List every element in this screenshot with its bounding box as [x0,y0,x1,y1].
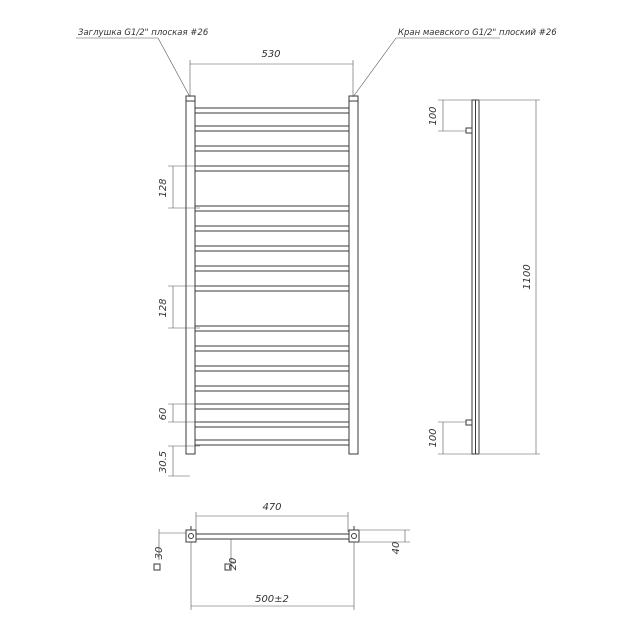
crossbar [195,386,349,391]
crossbar [195,440,349,445]
top-connection-label: 100 [428,106,439,126]
depth-label: 40 [391,541,402,555]
crossbar [195,206,349,211]
left-post [186,100,195,454]
width-label: 530 [261,49,281,60]
top-bar [195,534,349,539]
bar-section-label: 20 [228,557,239,571]
center-distance-label: 500±2 [255,594,289,605]
crossbars [195,108,349,445]
crossbar [195,108,349,113]
crossbar [195,326,349,331]
bottom-offset-label: 30.5 [158,450,169,474]
spacing-lower-label: 60 [158,407,169,421]
crossbar [195,126,349,131]
side-view [428,100,540,454]
bar-length-label: 470 [262,502,282,513]
crossbar [195,286,349,291]
height-label: 1100 [522,264,533,290]
crossbar [195,166,349,171]
post-section-square [154,564,160,570]
crossbar [195,266,349,271]
left-callout-leader [158,38,190,97]
crossbar [195,146,349,151]
bottom-connection-label: 100 [428,428,439,448]
crossbar [195,366,349,371]
crossbar [195,422,349,427]
spacing-upper-label: 128 [158,178,169,198]
spacing-middle-label: 128 [158,298,169,318]
right-callout-text: Кран маевского G1/2" плоский #26 [398,28,557,38]
right-callout-leader [353,38,396,97]
crossbar [195,346,349,351]
right-post [349,100,358,454]
top-connection-stub [466,128,472,133]
crossbar [195,404,349,409]
top-view [154,502,410,610]
front-view [76,28,557,476]
post-section-label: 30 [154,546,165,560]
top-right-post [349,530,359,542]
left-cap [186,96,195,101]
crossbar [195,246,349,251]
top-left-post [186,530,196,542]
left-callout-text: Заглушка G1/2" плоская #26 [78,28,209,38]
crossbar [195,226,349,231]
bottom-connection-stub [466,420,472,425]
